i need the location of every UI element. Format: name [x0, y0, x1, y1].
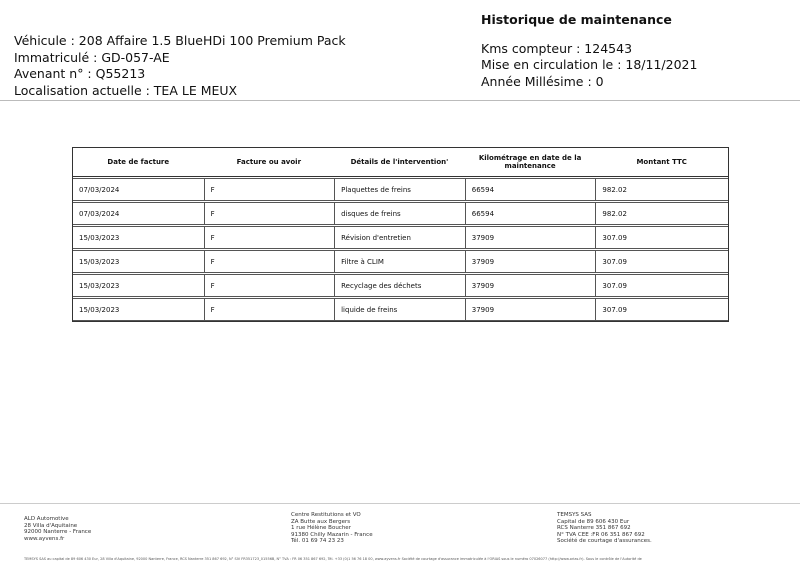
cell-date: 15/03/2023: [73, 298, 204, 321]
table-row: [73, 250, 728, 273]
table-row: [73, 298, 728, 321]
vehicle-registration: Immatriculé : GD-057-AE: [14, 49, 170, 65]
cell-date: 15/03/2023: [73, 274, 204, 297]
cell-type: F: [204, 178, 335, 201]
cell-amount: 307.09: [595, 274, 728, 297]
cell-mileage: 66594: [465, 202, 596, 225]
table-row: [73, 178, 728, 201]
vehicle-info: [14, 33, 346, 99]
header-divider: [0, 100, 800, 101]
model-year: Année Millésime : 0: [481, 73, 604, 89]
cell-amount: 982.02: [595, 178, 728, 201]
cell-details: Plaquettes de freins: [334, 178, 465, 201]
cell-mileage: 66594: [465, 178, 596, 201]
footer-website[interactable]: www.ayvens.fr: [24, 535, 65, 542]
registration-date: Mise en circulation le : 18/11/2021: [481, 57, 698, 72]
cell-type: F: [204, 226, 335, 249]
table-row: [73, 202, 728, 225]
table-row: [73, 226, 728, 249]
cell-type: F: [204, 250, 335, 273]
page-title: Historique de maintenance: [481, 12, 672, 27]
footer-line: ALD Automotive: [24, 516, 69, 522]
cell-date: 15/03/2023: [73, 250, 204, 273]
cell-amount: 307.09: [595, 226, 728, 249]
footer-line: TEMSYS SAS: [557, 512, 592, 518]
footer-legal-entity: [557, 512, 652, 545]
cell-mileage: 37909: [465, 226, 596, 249]
cell-details: Révision d'entretien: [334, 226, 465, 249]
cell-details: Recyclage des déchets: [334, 274, 465, 297]
footer-line: ZA Butte aux Bergers: [291, 518, 351, 525]
footer-company-address: [24, 516, 91, 542]
footer-line: 28 Villa d'Aquitaine: [24, 522, 78, 529]
vehicle-location: Localisation actuelle : TEA LE MEUX: [14, 82, 238, 98]
odometer: Kms compteur : 124543: [481, 40, 633, 56]
cell-mileage: 37909: [465, 274, 596, 297]
maintenance-summary: [481, 12, 697, 90]
header-invoice-date: Date de facture: [73, 148, 204, 177]
cell-type: F: [204, 202, 335, 225]
footer-line: RCS Nanterre 351 867 692: [557, 525, 631, 531]
table-header-row: [73, 148, 728, 177]
header-invoice-type: Facture ou avoir: [204, 148, 335, 177]
footer-line: N° TVA CEE :FR 06 351 867 692: [557, 531, 645, 538]
cell-type: F: [204, 274, 335, 297]
footer-line: Centre Restitutions et VO: [291, 512, 361, 518]
cell-amount: 307.09: [595, 250, 728, 273]
vehicle-model: Véhicule : 208 Affaire 1.5 BlueHDi 100 Premium Pack: [14, 33, 346, 48]
cell-details: liquide de freins: [334, 298, 465, 321]
table-row: [73, 274, 728, 297]
vehicle-amendment: Avenant n° : Q55213: [14, 66, 146, 81]
footer-fine-print: TEMSYS SAS au capital de 89 606 430 Eur, 28 Villa d'Aquitaine, 92000 Nanterre, France, RCS Nanterre 351 867 692, N° SIV FR351723_01556B, N° TVA : FR 06 351 867 692, Tél. +33 (0)1 56 76 18 00, www.ayvens.fr Société de courtage d'assurance immatriculée à l'ORIAS sous le numéro 07026077 (http://www.orias.fr). Sous le contrôle de l'Autorité de: [24, 557, 642, 561]
footer-line: Société de courtage d'assurances.: [557, 538, 652, 544]
cell-mileage: 37909: [465, 250, 596, 273]
footer-line: 1 rue Hélène Boucher: [291, 525, 351, 531]
cell-mileage: 37909: [465, 298, 596, 321]
footer-divider: [0, 503, 800, 504]
footer-line: Capital de 89 606 430 Eur: [557, 518, 630, 525]
header-intervention-details: Détails de l'intervention': [334, 148, 465, 177]
cell-amount: 307.09: [595, 298, 728, 321]
footer-line: 92000 Nanterre - France: [24, 529, 92, 535]
footer-phone: Tél. 01 69 74 23 23: [291, 538, 344, 544]
cell-details: Filtre à CLIM: [334, 250, 465, 273]
maintenance-table: [72, 147, 729, 322]
cell-date: 07/03/2024: [73, 178, 204, 201]
header-mileage: Kilométrage en date de la maintenance: [465, 148, 596, 177]
footer-line: 91380 Chilly Mazarin - France: [291, 531, 373, 538]
cell-type: F: [204, 298, 335, 321]
cell-amount: 982.02: [595, 202, 728, 225]
cell-date: 15/03/2023: [73, 226, 204, 249]
header-amount: Montant TTC: [595, 148, 728, 177]
cell-date: 07/03/2024: [73, 202, 204, 225]
footer-restitution-center: [291, 512, 373, 545]
cell-details: disques de freins: [334, 202, 465, 225]
